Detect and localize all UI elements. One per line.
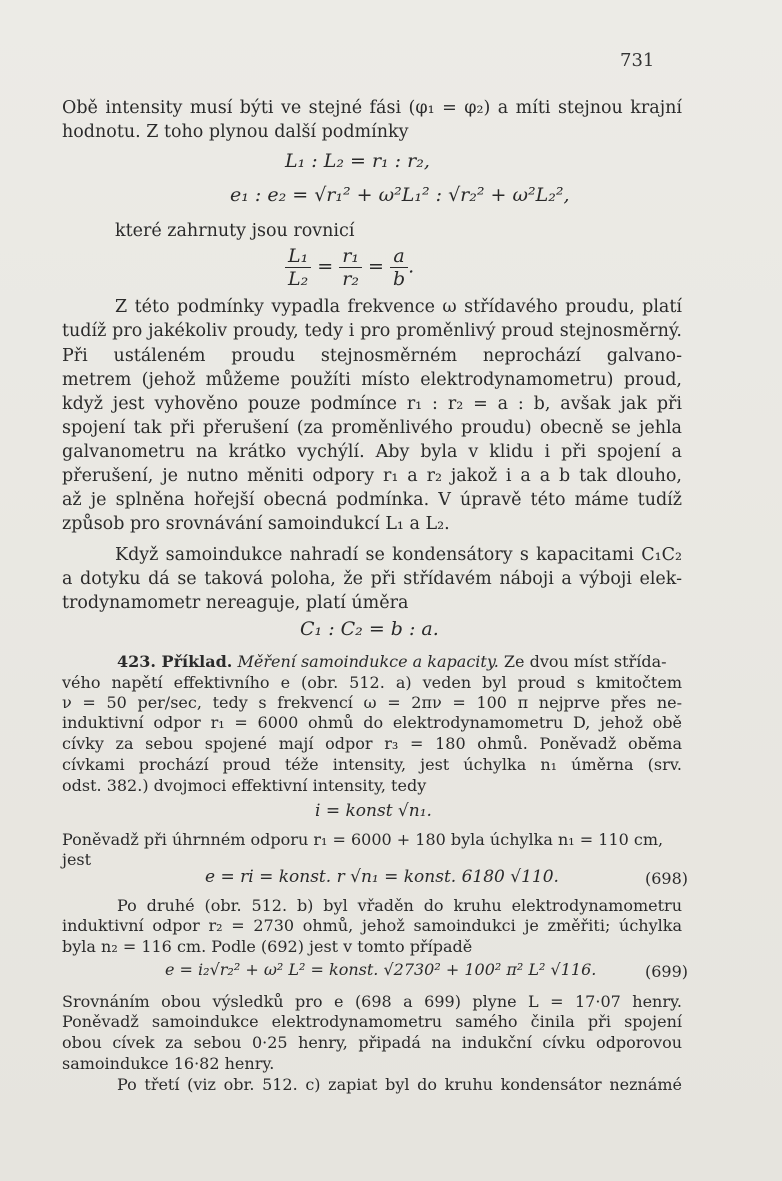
text-line: když jest vyhověno pouze podmínce r₁ : r₂ = a : b, avšak jak při (62, 394, 682, 414)
text-line: až je splněna hořejší obecná podmínka. V úpravě této máme tudíž (62, 490, 682, 510)
text-line: odst. 382.) dvojmoci effektivní intensity, tedy (62, 776, 427, 795)
text-line: jest (62, 850, 92, 869)
text-line: induktivní odpor r₂ = 2730 ohmů, jehož samoindukci je změřiti; úchylka (62, 916, 682, 935)
text-line: hodnotu. Z toho plynou další podmínky (62, 122, 409, 142)
text-line: vého napětí effektivního e (obr. 512. a) veden byl proud s kmitočtem (62, 673, 682, 692)
text-line: Z této podmínky vypadla frekvence ω střídavého proudu, platí (115, 297, 682, 317)
text-line: tudíž pro jakékoliv proudy, tedy i pro proměnlivý proud stejnosměrný. (62, 321, 682, 341)
text-line: trodynamometr nereaguje, platí úměra (62, 593, 409, 613)
text-line: Po druhé (obr. 512. b) byl vřaděn do kruhu elektrodynamometru (117, 896, 682, 915)
text-line: Při ustáleném proudu stejnosměrném neprochází galvano- (62, 346, 682, 366)
text-line: cívky za sebou spojené mají odpor r₃ = 180 ohmů. Poněvadž oběma (62, 734, 682, 753)
text-line: byla n₂ = 116 cm. Podle (692) jest v tomto případě (62, 937, 473, 956)
equation: e₁ : e₂ = √r₁² + ω²L₁² : √r₂² + ω²L₂², (230, 184, 570, 206)
equation: C₁ : C₂ = b : a. (300, 618, 439, 640)
text-line: Srovnáním obou výsledků pro e (698 a 699) plyne L = 17·07 henry. (62, 992, 682, 1011)
text-line: Když samoindukce nahradí se kondensátory s kapacitami C₁C₂ (115, 545, 682, 565)
text-line: induktivní odpor r₁ = 6000 ohmů do elektrodynamometru D, jehož obě (62, 713, 682, 732)
text-line: galvanometru na krátko vychýlí. Aby byla v klidu i při spojení a (62, 442, 682, 462)
text-line: Poněvadž samoindukce elektrodynamometru samého činila při spojení (62, 1012, 682, 1031)
text-line: cívkami prochází proud téže intensity, jest úchylka n₁ úměrna (srv. (62, 755, 682, 774)
text-line: obou cívek za sebou 0·25 henry, připadá na indukční cívku odporovou (62, 1033, 682, 1052)
text-line: a dotyku dá se taková poloha, že při střídavém náboji a výboji elek- (62, 569, 682, 589)
text-line: metrem (jehož můžeme použíti místo elektrodynamometru) proud, (62, 370, 682, 390)
equation: e = i₂√r₂² + ω² L² = konst. √2730² + 100² π² L² √116. (165, 960, 597, 979)
equation-number: (699) (645, 962, 689, 981)
example-title: Měření samoindukce a kapacity. (237, 652, 499, 671)
text-line: způsob pro srovnávání samoindukcí L₁ a L₂. (62, 514, 450, 534)
equation: L₁ : L₂ = r₁ : r₂, (285, 150, 430, 172)
text-line: ν = 50 per/sec, tedy s frekvencí ω = 2πν = 100 π nejprve přes ne- (62, 693, 682, 712)
example-number: 423. Příklad. (117, 652, 233, 671)
equation-number: (698) (645, 869, 689, 888)
text-line: které zahrnuty jsou rovnicí (115, 221, 355, 241)
text-line: spojení tak při přerušení (za proměnlivého proudu) obecně se jehla (62, 418, 682, 438)
text-line: samoindukce 16·82 henry. (62, 1054, 275, 1073)
page-number: 731 (620, 50, 655, 71)
text-line: Po třetí (viz obr. 512. c) zapiat byl do kruhu kondensátor neznámé (117, 1075, 682, 1094)
text-line: přerušení, je nutno měniti odpory r₁ a r₂ jakož i a a b tak dlouho, (62, 466, 682, 486)
example-heading: 423. Příklad. Měření samoindukce a kapacity. Ze dvou míst střída- (117, 652, 667, 671)
equation-fraction: $\frac{\text{L₁}}{\text{L₂}}$ = $\frac{\text{r₁}}{\text{r₂}}$ = $\frac{a}{b}$ . (285, 245, 414, 290)
equation: i = konst √n₁. (315, 801, 432, 821)
text-line: Poněvadž při úhrnném odporu r₁ = 6000 + 180 byla úchylka n₁ = 110 cm, (62, 830, 664, 849)
equation: e = ri = konst. r √n₁ = konst. 6180 √110. (205, 867, 559, 887)
text-line: Obě intensity musí býti ve stejné fási (φ₁ = φ₂) a míti stejnou krajní (62, 98, 682, 118)
